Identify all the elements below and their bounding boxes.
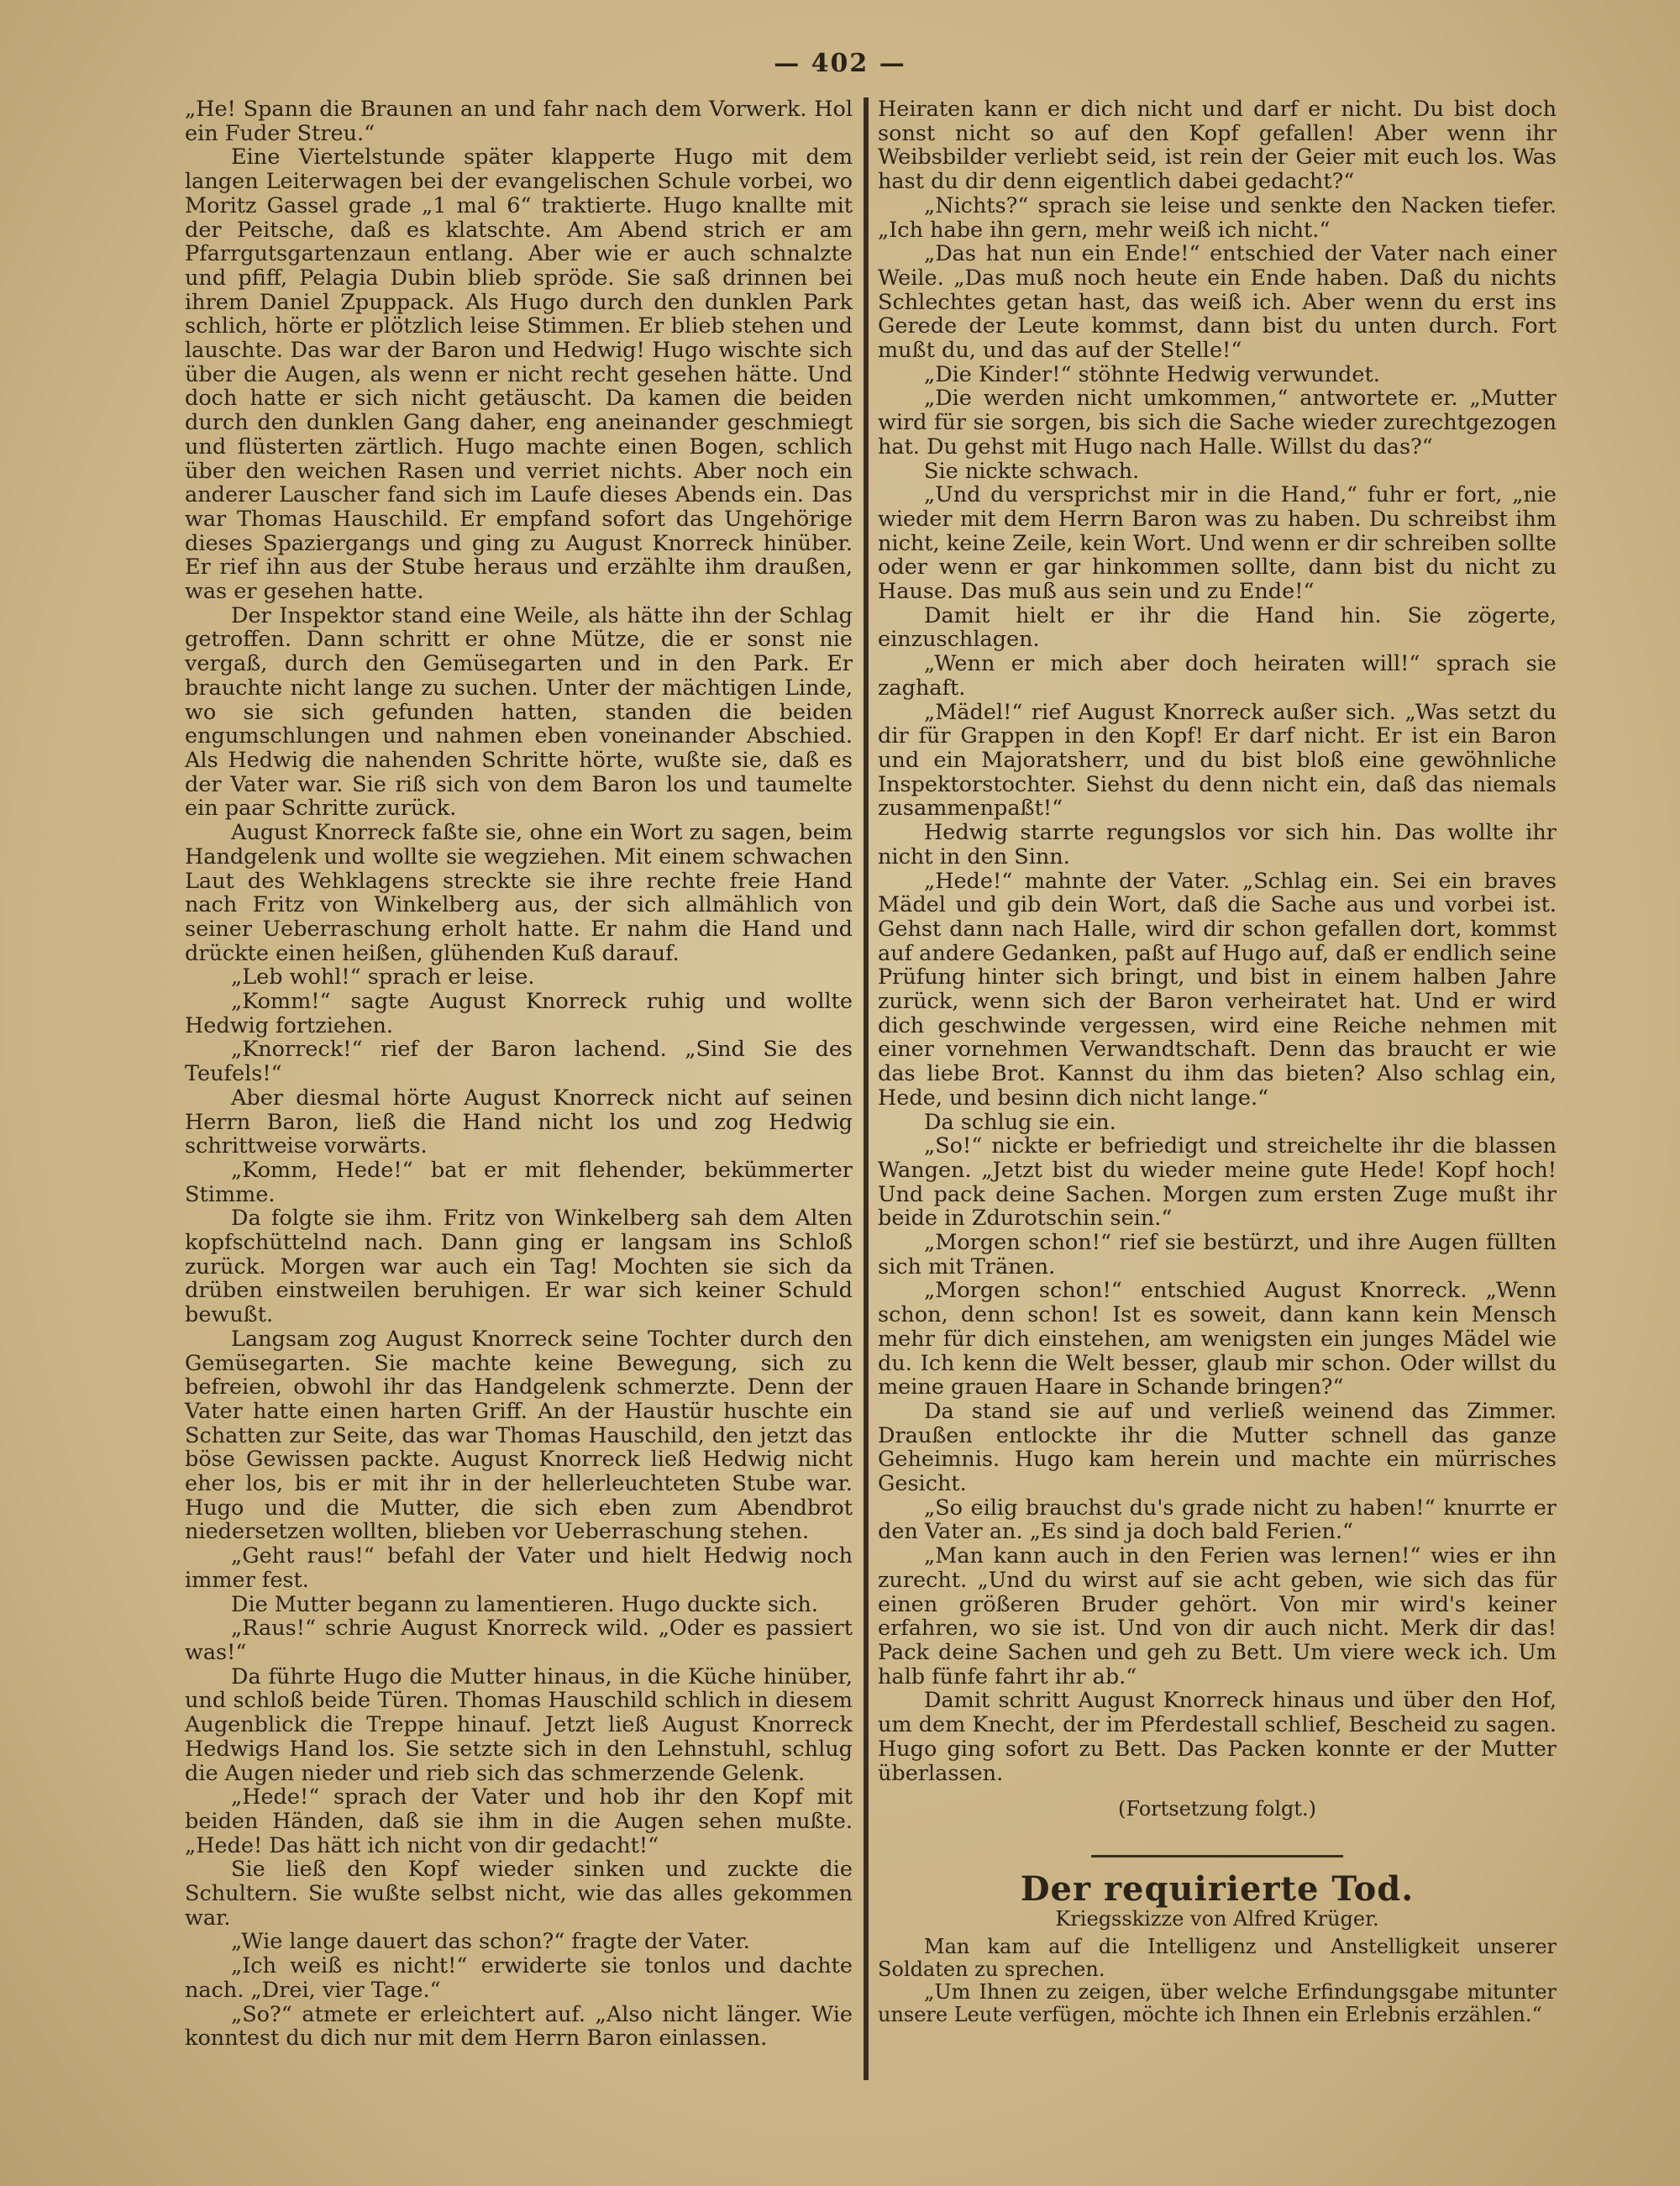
paragraph: Die Mutter begann zu lamentieren. Hugo duckte sich. <box>231 1591 818 1617</box>
paragraph: „Knorreck!“ rief der Baron lachend. „Sind Sie des Teufels!“ <box>185 1037 853 1087</box>
paragraph: Sie nickte schwach. <box>924 458 1140 484</box>
paragraph: Aber diesmal hörte August Knorreck nicht auf seinen Herrn Baron, ließ die Hand nicht los und zog Hedwig schrittweise vorwärts. <box>185 1085 853 1159</box>
paragraph: Da schlug sie ein. <box>924 1109 1116 1135</box>
paragraph: „Geht raus!“ befahl der Vater und hielt Hedwig noch immer fest. <box>185 1543 853 1593</box>
paragraph: „Um Ihnen zu zeigen, über welche Erfindungsgabe mitunter unsere Leute verfügen, möchte ich Ihnen ein Erlebnis erzählen.“ <box>878 1980 1557 2027</box>
paragraph: „Das hat nun ein Ende!“ entschied der Vater nach einer Weile. „Das muß noch heute ein Ende haben. Daß du nichts Schlechtes getan hast, das weiß ich. Aber wenn du erst ins Gerede der Leute kommst, dann bist du unten durch. Fort mußt du, und das auf der Stelle!“ <box>878 241 1557 364</box>
paragraph: „Leb wohl!“ sprach er leise. <box>231 964 535 991</box>
paragraph: „So?“ atmete er erleichtert auf. „Also nicht länger. Wie konntest du dich nur mit dem Herrn Baron einlassen. <box>185 2001 853 2052</box>
paragraph: Da führte Hugo die Mutter hinaus, in die Küche hinüber, und schloß beide Türen. Thomas Hauschild schlich in diesem Augenblick die Treppe hinauf. Jetzt ließ August Knorreck Hedwigs Hand los. Sie setzte sich in den Lehnstuhl, schlug die Augen nieder und rieb sich das schmerzende Gelenk. <box>185 1663 853 1786</box>
paragraph: Hedwig starrte regungslos vor sich hin. Das wollte ihr nicht in den Sinn. <box>878 820 1557 870</box>
paragraph: „Ich weiß es nicht!“ erwiderte sie tonlos und dachte nach. „Drei, vier Tage.“ <box>185 1953 853 2003</box>
paragraph: Eine Viertelstunde später klapperte Hugo mit dem langen Leiterwagen bei der evangelischen Schule vorbei, wo Moritz Gassel grade „1 mal 6“ traktierte. Hugo knallte mit der Peitsche, daß es klatschte. Am Abend strich er am Pfarrgutsgartenzaun entlang. Aber wie er auch schnalzte und pfiff, Pelagia Dubin blieb spröde. Sie saß drinnen bei ihrem Daniel Zpuppack. Als Hugo durch den dunklen Park schlich, hörte er plötzlich leise Stimmen. Er blieb stehen und lauschte. Das war der Baron und Hedwig! Hugo wischte sich über die Augen, als wenn er nicht recht gesehen hätte. Und doch hatte er sich nicht getäuscht. Da kamen die beiden durch den dunklen Gang daher, eng aneinander geschmiegt und flüsterten zärtlich. Hugo machte einen Bogen, schlich über den weichen Rasen und verriet nichts. Aber noch ein anderer Lauscher fand sich im Laufe dieses Abends ein. Das war Thomas Hauschild. Er empfand sofort das Ungehörige dieses Spaziergangs und ging zu August Knorreck hinüber. Er rief ihn aus der Stube heraus und erzählte ihm draußen, was er gesehen hatte. <box>185 145 853 605</box>
paragraph: Man kam auf die Intelligenz und Anstelligkeit unserer Soldaten zu sprechen. <box>878 1935 1557 1982</box>
paragraph: „Komm!“ sagte August Knorreck ruhig und wollte Hedwig fortziehen. <box>185 989 853 1038</box>
paragraph: Sie ließ den Kopf wieder sinken und zuckte die Schultern. Sie wußte selbst nicht, wie das alles gekommen war. <box>185 1857 853 1931</box>
section-divider <box>1091 1855 1343 1858</box>
paragraph: Da folgte sie ihm. Fritz von Winkelberg sah dem Alten kopfschüttelnd nach. Dann ging er langsam ins Schloß zurück. Morgen war auch ein Tag! Mochten sie sich da drüben einstweilen beruhigen. Er war sich keiner Schuld bewußt. <box>185 1206 853 1328</box>
paragraph: Der Inspektor stand eine Weile, als hätte ihn der Schlag getroffen. Dann schritt er ohne Mütze, die er sonst nie vergaß, durch den Gemüsegarten und in den Park. Er brauchte nicht lange zu suchen. Unter der mächtigen Linde, wo sie sich gefunden hatten, standen die beiden engumschlungen und nahmen eben voneinander Abschied. Als Hedwig die nahenden Schritte hörte, wußte sie, daß es der Vater war. Sie riß sich von dem Baron los und taumelte ein paar Schritte zurück. <box>185 602 853 822</box>
paragraph: Damit hielt er ihr die Hand hin. Sie zögerte, einzuschlagen. <box>878 602 1557 653</box>
paragraph: „Die Kinder!“ stöhnte Hedwig verwundet. <box>924 361 1380 387</box>
paragraph: „Und du versprichst mir in die Hand,“ fuhr er fort, „nie wieder mit dem Herrn Baron was zu haben. Du schreibst ihm nicht, keine Zeile, kein Wort. Und wenn er dir schreiben sollte oder wenn er gar hinkommen sollte, dann bist du nicht zu Hause. Das muß aus sein und zu Ende!“ <box>878 482 1557 605</box>
paragraph: „So!“ nickte er befriedigt und streichelte ihr die blassen Wangen. „Jetzt bist du wieder meine gute Hede! Kopf hoch! Und pack deine Sachen. Morgen zum ersten Zuge mußt ihr beide in Zdurotschin sein.“ <box>878 1133 1557 1232</box>
continuation-note: (Fortsetzung folgt.) <box>1118 1797 1316 1821</box>
paragraph: „Komm, Hede!“ bat er mit flehender, bekümmerter Stimme. <box>185 1157 853 1207</box>
paragraph: „Morgen schon!“ rief sie bestürzt, und ihre Augen füllten sich mit Tränen. <box>878 1230 1557 1280</box>
column-divider <box>864 97 869 2080</box>
paragraph: „Hede!“ sprach der Vater und hob ihr den Kopf mit beiden Händen, daß sie ihm in die Augen sehen mußte. „Hede! Das hätt ich nicht von dir gedacht!“ <box>185 1784 853 1858</box>
story-subtitle: Kriegsskizze von Alfred Krüger. <box>1055 1906 1379 1931</box>
paragraph: Damit schritt August Knorreck hinaus und über den Hof, um dem Knecht, der im Pferdestall schlief, Bescheid zu sagen. Hugo ging sofort zu Bett. Das Packen konnte er der Mutter überlassen. <box>878 1688 1557 1786</box>
paragraph: August Knorreck faßte sie, ohne ein Wort zu sagen, beim Handgelenk und wollte sie wegziehen. Mit einem schwachen Laut des Wehklagens streckte sie ihre rechte freie Hand nach Fritz von Winkelberg aus, der sich allmählich von seiner Ueberraschung erholt hatte. Er nahm die Hand und drückte einen heißen, glühenden Kuß darauf. <box>185 820 853 966</box>
paragraph: „Wenn er mich aber doch heiraten will!“ sprach sie zaghaft. <box>878 651 1557 701</box>
page-number: — 402 — <box>774 49 906 78</box>
paragraph: Heiraten kann er dich nicht und darf er nicht. Du bist doch sonst nicht so auf den Kopf gefallen! Aber wenn ihr Weibsbilder verliebt seid, ist rein der Geier mit euch los. Was hast du dir denn eigentlich dabei gedacht?“ <box>878 97 1557 195</box>
right-column <box>878 97 1557 2080</box>
story-body <box>878 1936 1557 2026</box>
left-column <box>185 97 853 2080</box>
paragraph: „Man kann auch in den Ferien was lernen!“ wies er ihn zurecht. „Und du wirst auf sie acht geben, wie sich das für einen größeren Bruder gehört. Von mir wird's keiner erfahren, wo sie ist. Und von dir auch nicht. Merk dir das! Pack deine Sachen und geh zu Bett. Um viere weck ich. Um halb fünfe fahrt ihr ab.“ <box>878 1543 1557 1689</box>
story-title: Der requirierte Tod. <box>1020 1868 1415 1909</box>
paragraph: Langsam zog August Knorreck seine Tochter durch den Gemüsegarten. Sie machte keine Bewegung, sich zu befreien, obwohl ihr das Handgelenk schmerzte. Denn der Vater hatte einen harten Griff. An der Haustür huschte ein Schatten zur Seite, das war Thomas Hauschild, den jetzt das böse Gewissen packte. August Knorreck ließ Hedwig nicht eher los, bis er mit ihr in der hellerleuchteten Stube war. Hugo und die Mutter, die sich eben zum Abendbrot niedersetzen wollten, blieben vor Ueberraschung stehen. <box>185 1326 853 1545</box>
paragraph: „He! Spann die Braunen an und fahr nach dem Vorwerk. Hol ein Fuder Streu.“ <box>185 97 853 146</box>
paragraph: „So eilig brauchst du's grade nicht zu haben!“ knurrte er den Vater an. „Es sind ja doch bald Ferien.“ <box>878 1495 1557 1545</box>
paragraph: „Wie lange dauert das schon?“ fragte der Vater. <box>231 1929 750 1955</box>
paragraph: „Hede!“ mahnte der Vater. „Schlag ein. Sei ein braves Mädel und gib dein Wort, daß die Sache aus und vorbei ist. Gehst dann nach Halle, wird dir schon gefallen dort, kommst auf andere Gedanken, paßt auf Hugo auf, daß er endlich seine Prüfung hinter sich bringt, und bist in einem halben Jahre zurück, wenn sich der Baron verheiratet hat. Und er wird dich geschwinde vergessen, wird eine Reiche nehmen mit einer vornehmen Verwandtschaft. Denn das braucht er wie das liebe Brot. Kannst du ihm das bieten? Also schlag ein, Hede, und besinn dich nicht lange.“ <box>878 868 1557 1111</box>
paragraph: „Raus!“ schrie August Knorreck wild. „Oder es passiert was!“ <box>185 1616 853 1665</box>
paragraph: Da stand sie auf und verließ weinend das Zimmer. Draußen entlockte ihr die Mutter schnell das ganze Geheimnis. Hugo kam herein und machte ein mürrisches Gesicht. <box>878 1398 1557 1497</box>
paragraph: „Morgen schon!“ entschied August Knorreck. „Wenn schon, denn schon! Ist es soweit, dann kann kein Mensch mehr für dich einstehen, am wenigsten ein junges Mädel wie du. Ich kenn die Welt besser, glaub mir schon. Oder willst du meine grauen Haare in Schande bringen?“ <box>878 1278 1557 1400</box>
paragraph: „Mädel!“ rief August Knorreck außer sich. „Was setzt du dir für Grappen in den Kopf! Er darf nicht. Er ist ein Baron und ein Majoratsherr, und du bist bloß eine gewöhnliche Inspektorstochter. Siehst du denn nicht ein, daß das niemals zusammenpaßt!“ <box>878 699 1557 822</box>
paragraph: „Die werden nicht umkommen,“ antwortete er. „Mutter wird für sie sorgen, bis sich die Sache wieder zurechtgezogen hat. Du gehst mit Hugo nach Halle. Willst du das?“ <box>878 386 1557 460</box>
paragraph: „Nichts?“ sprach sie leise und senkte den Nacken tiefer. „Ich habe ihn gern, mehr weiß ich nicht.“ <box>878 192 1557 243</box>
